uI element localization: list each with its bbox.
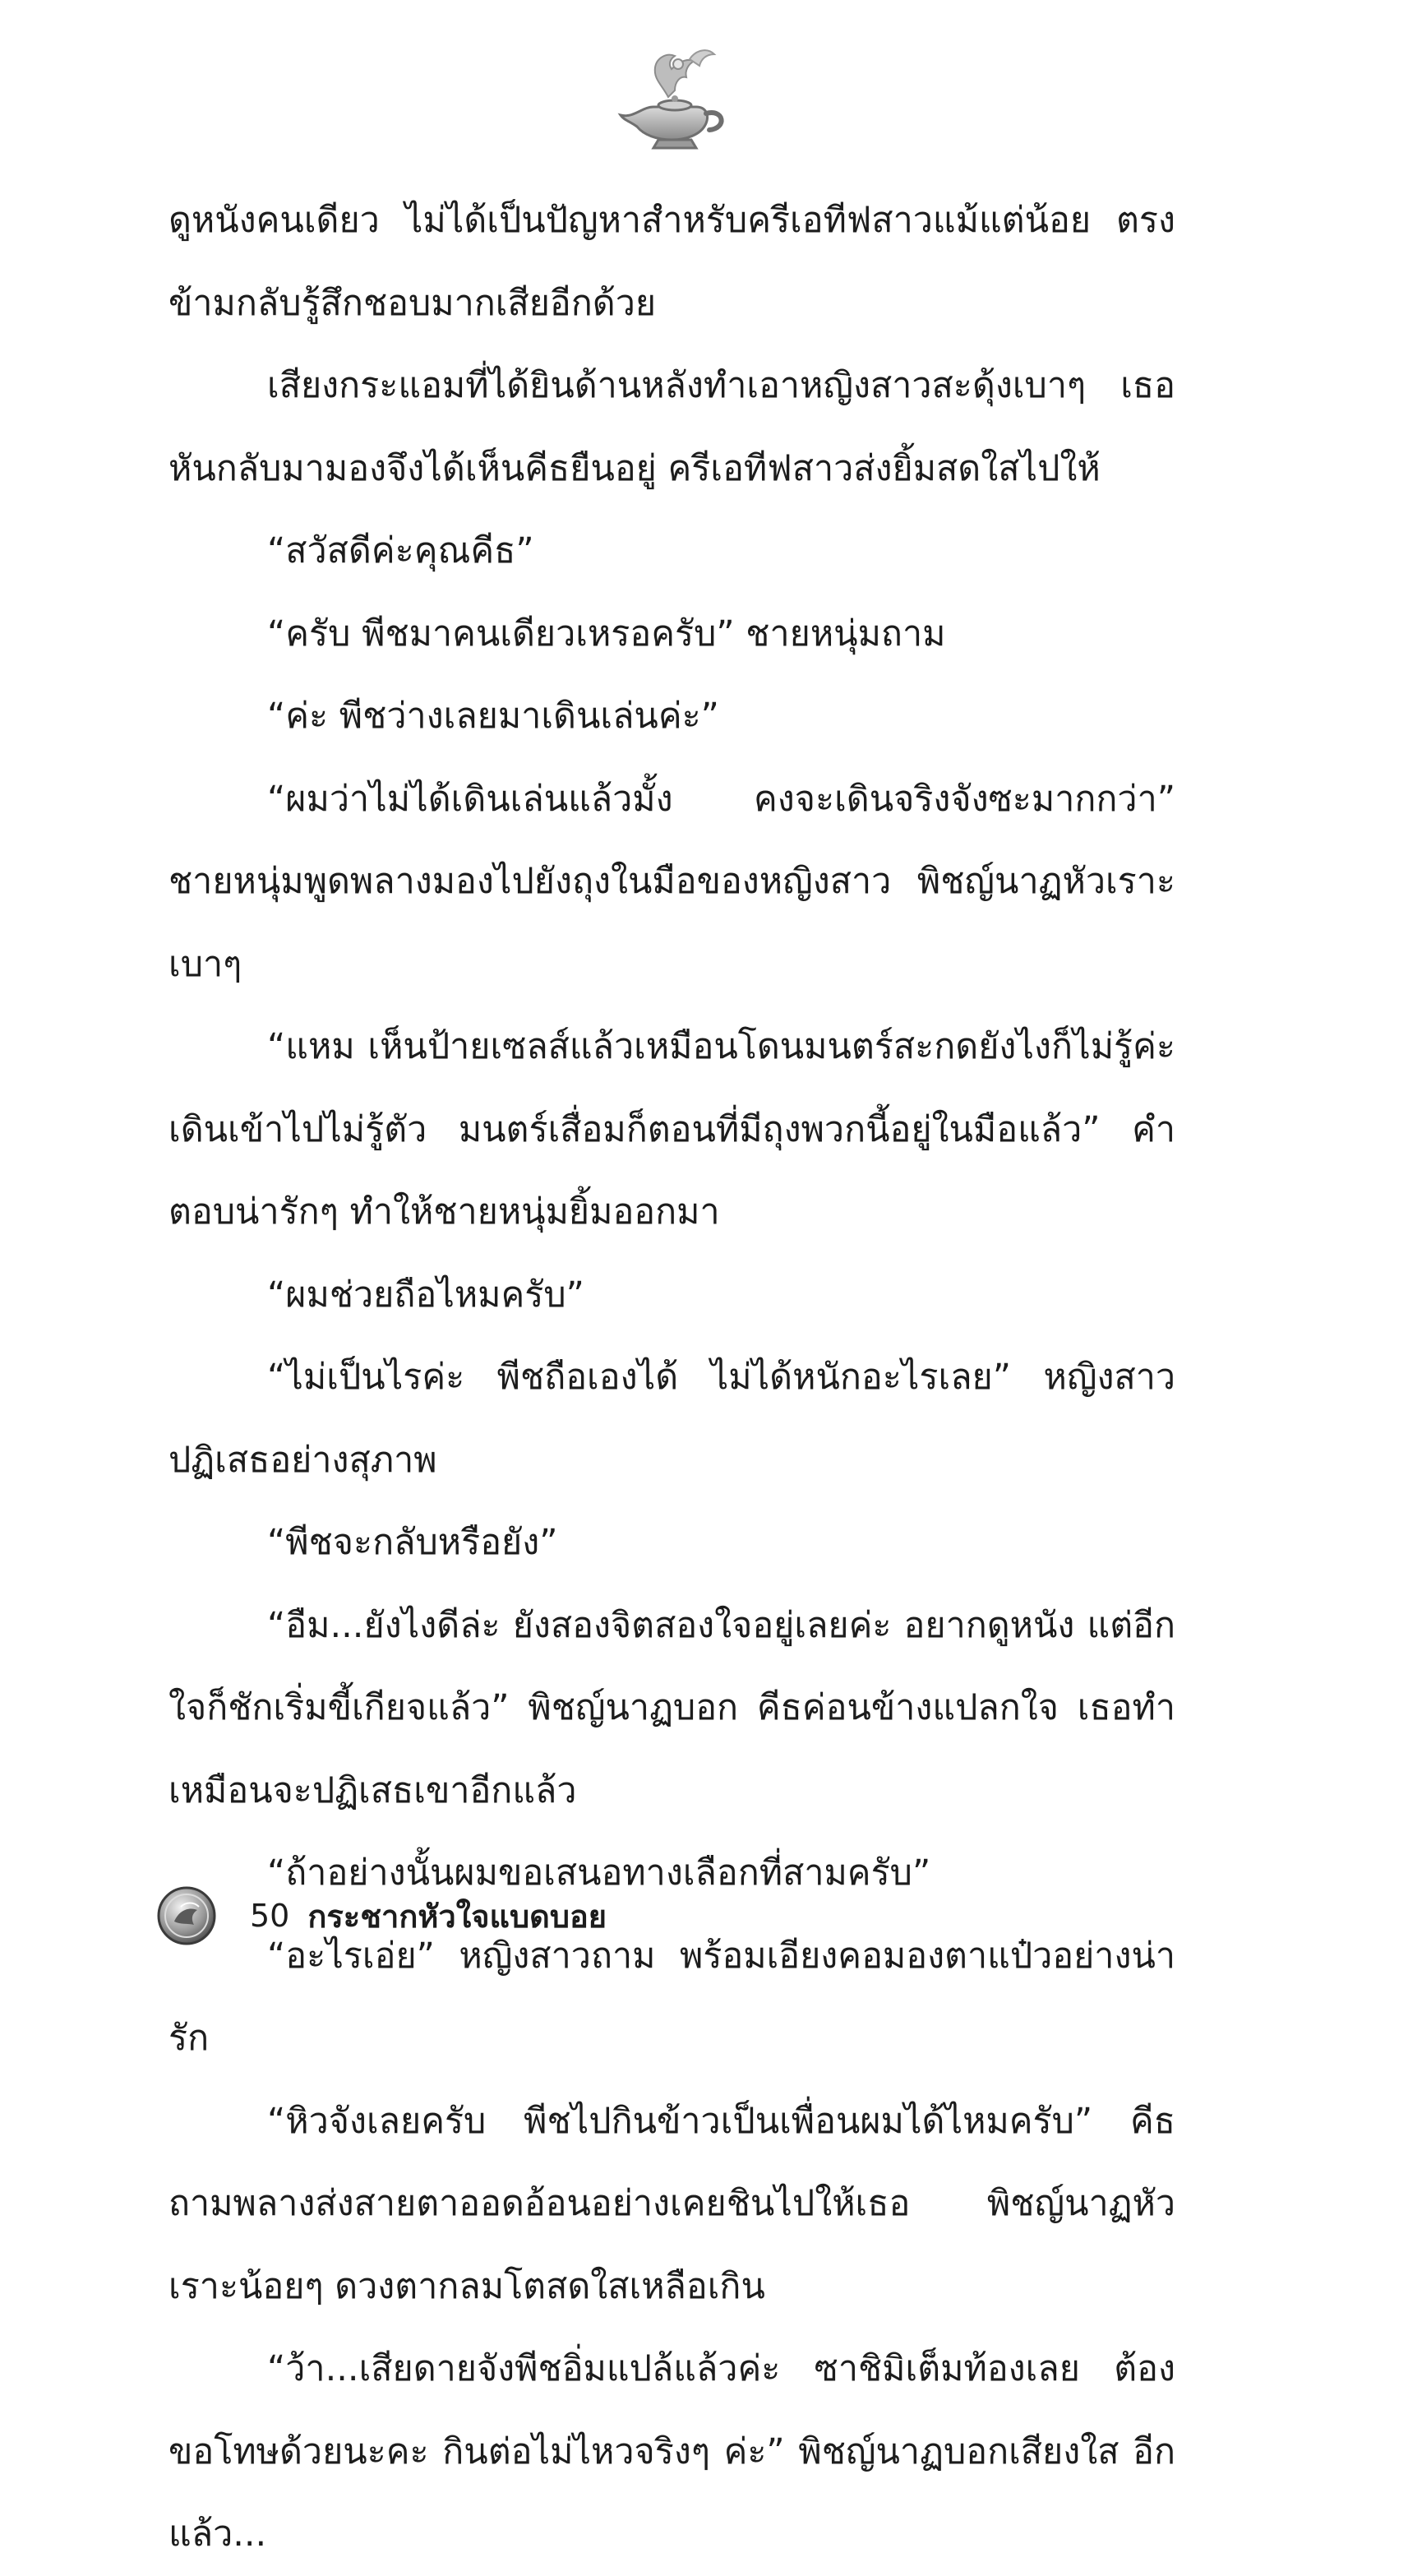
paragraph: “หิวจังเลยครับ พีชไปกินข้าวเป็นเพื่อนผมได้ไหมครับ” คีธถามพลางส่งสายตาออดอ้อนอย่างเคยชินไปให้เธอ พิชญ์นาฏหัวเราะน้อยๆ ดวงตากลมโตสดใสเหลือเกิน xyxy=(168,2100,1175,2307)
lamp-genie-icon xyxy=(604,39,736,155)
paragraph: “อืม...ยังไงดีล่ะ ยังสองจิตสองใจอยู่เลยค่ะ อยากดูหนัง แต่อีกใจก็ชักเริ่มขี้เกียจแล้ว” พิชญ์นาฏบอก คีธค่อนข้างแปลกใจ เธอทำเหมือนจะปฏิเสธเขาอีกแล้ว xyxy=(168,1604,1175,1811)
paragraph: “ถ้าอย่างนั้นผมขอเสนอทางเลือกที่สามครับ” xyxy=(267,1852,931,1894)
paragraph: “ไม่เป็นไรค่ะ พีชถือเองได้ ไม่ได้หนักอะไรเลย” หญิงสาวปฏิเสธอย่างสุภาพ xyxy=(168,1357,1175,1481)
paragraph: “ผมว่าไม่ได้เดินเล่นแล้วมั้ง คงจะเดินจริงจังซะมากกว่า” ชายหนุ่มพูดพลางมองไปยังถุงในมือของหญิงสาว พิชญ์นาฏหัวเราะเบาๆ xyxy=(168,778,1175,985)
paragraph: “ผมช่วยถือไหมครับ” xyxy=(267,1274,584,1316)
paragraph: ดูหนังคนเดียว ไม่ได้เป็นปัญหาสำหรับครีเอทีฟสาวแม้แต่น้อย ตรงข้ามกลับรู้สึกชอบมากเสียอีกด้วย xyxy=(168,200,1175,324)
paragraph: เสียงกระแอมที่ได้ยินด้านหลังทำเอาหญิงสาวสะดุ้งเบาๆ เธอหันกลับมามองจึงได้เห็นคีธยืนอยู่ ครีเอทีฟสาวส่งยิ้มสดใสไปให้ xyxy=(168,365,1175,489)
book-title: กระชากหัวใจแบดบอย xyxy=(307,1898,607,1935)
paragraph: “ค่ะ พีชว่างเลยมาเดินเล่นค่ะ” xyxy=(267,696,719,737)
paragraph: “แหม เห็นป้ายเซลส์แล้วเหมือนโดนมนตร์สะกดยังไงก็ไม่รู้ค่ะ เดินเข้าไปไม่รู้ตัว มนตร์เสื่อมก็ตอนที่มีถุงพวกนี้อยู่ในมือแล้ว” คำตอบน่ารักๆ ทำให้ชายหนุ่มยิ้มออกมา xyxy=(168,1026,1175,1233)
paragraph: “ว้า...เสียดายจังพีชอิ่มแปล้แล้วค่ะ ซาชิมิเต็มท้องเลย ต้องขอโทษด้วยนะคะ กินต่อไม่ไหวจริงๆ ค่ะ” พิชญ์นาฏบอกเสียงใส อีกแล้ว... xyxy=(168,2348,1175,2555)
paragraph: “พีชจะกลับหรือยัง” xyxy=(267,1522,558,1563)
paragraph: “อะไรเอ่ย” หญิงสาวถาม พร้อมเอียงคอมองตาแป๋วอย่างน่ารัก xyxy=(168,1935,1175,2059)
page-number: 50 xyxy=(250,1898,290,1934)
round-medallion-icon xyxy=(156,1885,217,1946)
paragraph: “ครับ พีชมาคนเดียวเหรอครับ” ชายหนุ่มถาม xyxy=(267,613,946,654)
paragraph: “สวัสดีค่ะคุณคีธ” xyxy=(267,530,534,571)
page-footer xyxy=(156,1883,607,1949)
body-text xyxy=(168,179,1175,2576)
